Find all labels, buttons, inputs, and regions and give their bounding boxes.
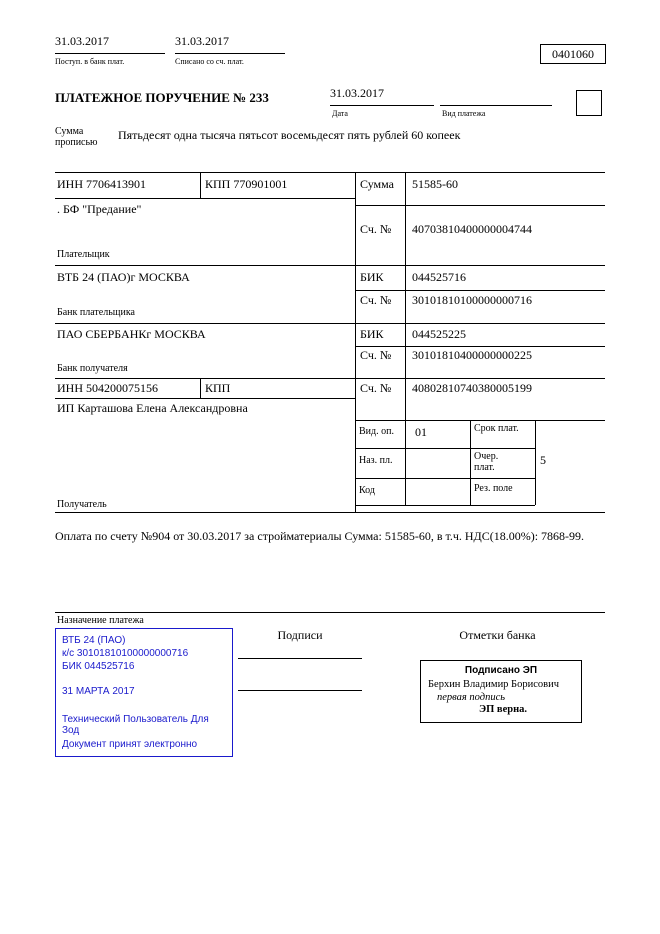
payer-inn: ИНН 7706413901 — [57, 177, 146, 191]
stamp-user: Технический Пользователь Для Зод — [62, 714, 209, 736]
op-type-label: Вид. оп. — [359, 426, 394, 437]
payee-account: 40802810740380005199 — [412, 381, 532, 395]
esignature-valid-note: ЭП верна. — [479, 704, 528, 715]
form-code-box: 0401060 — [540, 44, 606, 64]
date-debited-label: Списано со сч. плат. — [175, 57, 244, 66]
payee-name: ИП Карташова Елена Александровна — [57, 401, 248, 415]
document-date-label: Дата — [332, 109, 348, 118]
sum-value: 51585-60 — [412, 177, 458, 191]
esignature-title: Подписано ЭП — [464, 665, 538, 676]
reserve-field-label: Рез. поле — [474, 483, 513, 494]
payer-name: . БФ "Предание" — [57, 202, 142, 216]
stamp-accepted-note: Документ принят электронно — [62, 739, 198, 750]
priority-value: 5 — [540, 453, 546, 467]
payee-section-label: Получатель — [57, 499, 107, 510]
payer-section-label: Плательщик — [57, 249, 110, 260]
table-border — [55, 378, 605, 379]
payer-bank-bik: 044525716 — [412, 270, 466, 284]
table-border — [355, 478, 535, 479]
payee-bank-bik-label: БИК — [360, 327, 384, 341]
payee-kpp-label: КПП — [205, 381, 231, 395]
table-border — [355, 346, 605, 347]
sum-label: Сумма — [360, 177, 394, 191]
amount-words-value: Пятьдесят одна тысяча пятьсот восемьдесят пять рублей 60 копеек — [118, 128, 461, 142]
table-border — [355, 172, 356, 512]
signatures-header: Подписи — [277, 628, 323, 642]
table-border — [55, 172, 605, 173]
table-border — [405, 172, 406, 505]
payee-inn: ИНН 504200075156 — [57, 381, 158, 395]
table-border — [55, 323, 605, 324]
payment-purpose-label: Назначение платежа — [57, 615, 144, 626]
payer-account-label: Сч. № — [360, 222, 392, 236]
payer-bank-name: ВТБ 24 (ПАО)г МОСКВА — [57, 270, 190, 284]
table-border — [470, 420, 471, 505]
table-border — [355, 290, 605, 291]
table-border — [55, 265, 605, 266]
payment-type-label: Вид платежа — [442, 109, 486, 118]
document-date: 31.03.2017 — [330, 86, 434, 106]
table-border — [355, 205, 605, 206]
table-border — [355, 505, 535, 506]
code-label: Код — [359, 485, 375, 496]
table-border — [355, 448, 535, 449]
amount-words-label: Сумма прописью — [55, 126, 98, 148]
table-border — [55, 612, 605, 613]
stamp-corr-account: к/с 30101810100000000716 — [62, 648, 189, 659]
esignature-box — [420, 660, 582, 723]
document-title: ПЛАТЕЖНОЕ ПОРУЧЕНИЕ № 233 — [55, 90, 269, 105]
stamp-bik: БИК 044525716 — [62, 661, 135, 672]
table-border — [535, 420, 536, 505]
priority-label: Очер. плат. — [474, 451, 499, 473]
table-border — [55, 398, 355, 399]
payer-bank-account-label: Сч. № — [360, 293, 392, 307]
op-type-value: 01 — [415, 425, 427, 439]
payee-bank-section-label: Банк получателя — [57, 363, 128, 374]
bank-stamp — [55, 628, 233, 757]
payment-type-box — [576, 90, 602, 116]
esignature-role: первая подпись — [437, 692, 506, 703]
table-border — [200, 172, 201, 198]
payer-bank-section-label: Банк плательщика — [57, 307, 135, 318]
payer-kpp: КПП 770901001 — [205, 177, 288, 191]
table-border — [55, 512, 605, 513]
stamp-date: 31 МАРТА 2017 — [62, 686, 135, 697]
payee-bank-account-label: Сч. № — [360, 348, 392, 362]
purpose-code-label: Наз. пл. — [359, 455, 393, 466]
date-received-label: Поступ. в банк плат. — [55, 57, 125, 66]
bank-marks-header: Отметки банка — [459, 628, 536, 642]
signature-line — [238, 658, 362, 659]
payer-account: 40703810400000004744 — [412, 222, 532, 236]
payee-account-label: Сч. № — [360, 381, 392, 395]
signature-line — [238, 690, 362, 691]
date-debited-account: 31.03.2017 — [175, 34, 285, 54]
payer-bank-account: 30101810100000000716 — [412, 293, 532, 307]
date-received-bank: 31.03.2017 — [55, 34, 165, 54]
table-border — [355, 420, 605, 421]
payee-bank-account: 30101810400000000225 — [412, 348, 532, 362]
stamp-bank-name: ВТБ 24 (ПАО) — [62, 635, 126, 646]
table-border — [55, 198, 355, 199]
payment-type-underline — [440, 86, 552, 106]
pay-term-label: Срок плат. — [474, 423, 519, 434]
esignature-signer-name: Берхин Владимир Борисович — [428, 679, 559, 690]
payer-bank-bik-label: БИК — [360, 270, 384, 284]
payment-purpose-text: Оплата по счету №904 от 30.03.2017 за стройматериалы Сумма: 51585-60, в т.ч. НДС(18.00%): 7868-99. — [55, 529, 585, 543]
table-border — [200, 378, 201, 398]
payee-bank-name: ПАО СБЕРБАНКг МОСКВА — [57, 327, 206, 341]
payee-bank-bik: 044525225 — [412, 327, 466, 341]
